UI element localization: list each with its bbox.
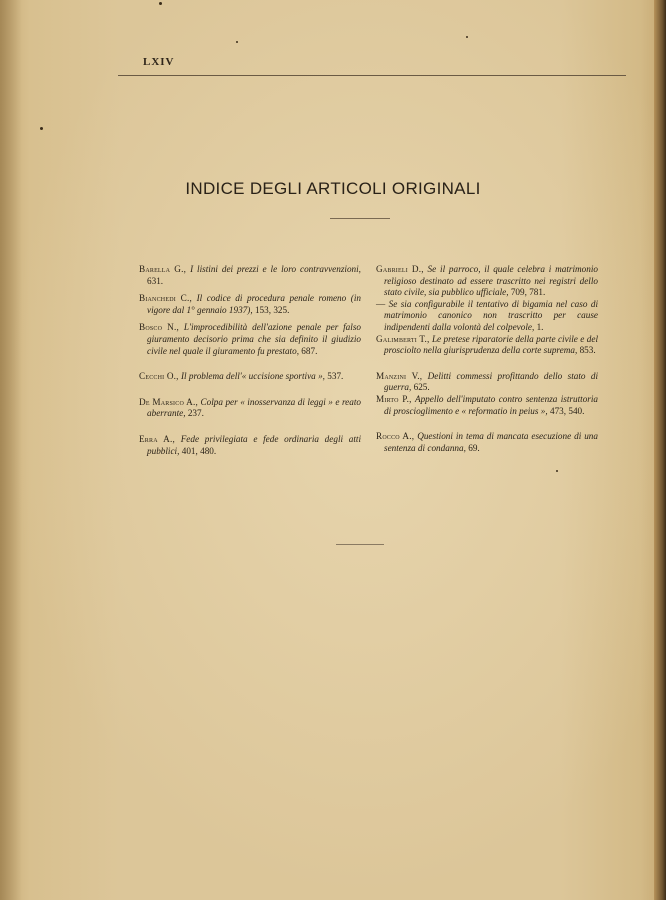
paper-speck	[159, 2, 162, 5]
paper-speck	[466, 36, 468, 38]
entry-author: Bianchedi C.,	[139, 293, 193, 304]
entry-refs: 853.	[579, 345, 596, 356]
entry-refs: 401, 480.	[181, 445, 217, 456]
entry-author: Rocco A.,	[376, 431, 415, 442]
entry-refs: 709, 781.	[510, 287, 546, 298]
closing-rule	[336, 544, 384, 545]
page-number: LXIV	[143, 56, 175, 68]
entry-title: L'improcedibilità dell'azione penale per falso giuramento decisorio prima che sia definito il giudizio civile nel quale il giuramento fu prestato,	[147, 322, 361, 356]
entry-author: Manzini V.,	[376, 370, 423, 381]
paper-speck	[556, 470, 558, 472]
index-entry	[376, 299, 598, 334]
index-entry	[139, 322, 361, 357]
binding-shadow	[0, 0, 22, 900]
paper-speck	[40, 127, 43, 130]
index-entry	[139, 434, 361, 457]
index-entry	[139, 264, 361, 287]
index-entry	[376, 264, 598, 299]
index-entry	[376, 334, 598, 357]
entry-author: —	[376, 298, 389, 309]
entry-title: Il problema dell'« uccisione sportiva »,	[180, 371, 325, 382]
entry-title: Se sia configurabile il tentativo di bigamia nel caso di matrimonio canonico non trascritto per cause indipendenti dalla volontà del colpevole,	[384, 298, 599, 332]
index-entry	[376, 394, 598, 417]
entry-refs: 473, 540.	[549, 405, 585, 416]
entry-author: Bosco N.,	[139, 322, 180, 333]
entry-refs: 1.	[536, 321, 544, 332]
entry-refs: 237.	[187, 408, 204, 419]
entry-title: Le pretese riparatorie della parte civile e del prosciolto nella giurisprudenza della corte suprema,	[384, 333, 599, 356]
entry-refs: 153, 325.	[254, 304, 290, 315]
entry-author: Mirto P.,	[376, 393, 412, 404]
entry-title: Questioni in tema di mancata esecuzione di una sentenza di condanna,	[384, 431, 598, 453]
entry-title: I listini dei prezzi e le loro contravvenzioni,	[190, 264, 361, 274]
entry-author: Gabrieli D.,	[376, 264, 424, 274]
index-title: INDICE DEGLI ARTICOLI ORIGINALI	[185, 179, 481, 198]
right-column	[376, 264, 598, 460]
entry-refs: 625.	[413, 382, 430, 393]
index-entry	[139, 397, 361, 420]
entry-title: Fede privilegiata e fede ordinaria degli atti pubblici,	[147, 433, 361, 456]
entry-author: De Marsico A.,	[139, 396, 198, 407]
entry-title: Delitti commessi profittando dello stato di guerra,	[384, 370, 599, 393]
entry-refs: 687.	[301, 345, 318, 356]
left-column	[139, 264, 361, 463]
entry-refs: 631.	[147, 275, 164, 286]
entry-title: Appello dell'imputato contro sentenza istruttoria di proscioglimento e « reformatio in peius »,	[384, 393, 599, 416]
index-entry	[139, 293, 361, 316]
index-entry	[376, 431, 598, 454]
header-rule	[118, 75, 626, 76]
entry-author: Galimberti T.,	[376, 333, 430, 344]
index-entry	[139, 371, 361, 383]
title-rule	[330, 218, 390, 219]
entry-author: Erra A.,	[139, 433, 175, 444]
paper-speck	[236, 41, 238, 43]
entry-title: Il codice di procedura penale romeno (in vigore dal 1° gennaio 1937),	[147, 293, 362, 315]
entry-title: Colpa per « inosservanza di leggi » e reato aberrante,	[147, 396, 361, 419]
entry-author: Barella G.,	[139, 264, 187, 274]
entry-refs: 69.	[468, 442, 480, 453]
entry-title: Se il parroco, il quale celebra i matrimonio religioso destinato ad essere trascritto nei registri dello stato civile, sia pubblico ufficiale,	[384, 264, 598, 298]
page-edge	[654, 0, 666, 900]
entry-refs: 537.	[327, 371, 344, 382]
index-entry	[376, 371, 598, 394]
entry-author: Cecchi O.,	[139, 371, 179, 382]
